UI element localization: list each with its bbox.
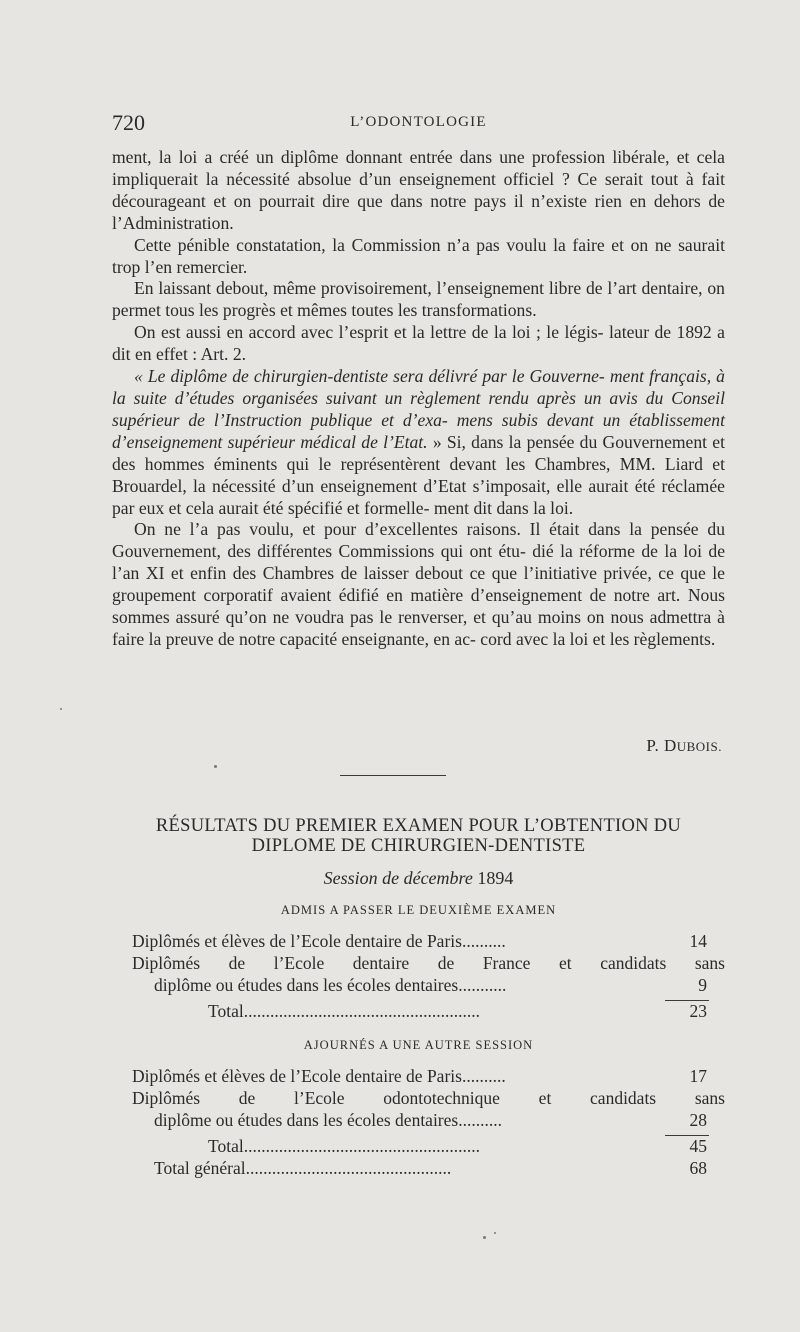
results-title-line-1: RÉSULTATS DU PREMIER EXAMEN POUR L’OBTENTION DU — [155, 816, 682, 836]
text-line: de l’art dentaire, on permet tous les progrès et mêmes toutes les — [112, 278, 725, 321]
text-line: » Si, dans la pensée du Gouvernement et des hommes — [112, 431, 725, 474]
running-title: L’ODONTOLOGIE — [350, 114, 487, 130]
text-line: ment dit dans la loi. — [433, 497, 574, 518]
text-line: lateur de 1892 a dit en effet : Art. 2. — [112, 322, 725, 365]
row-value: 68 — [689, 1158, 707, 1178]
paragraph-6 — [112, 519, 725, 650]
text-line: éminents qui le représentèrent devant les Chambres, MM. Liard et — [213, 453, 725, 474]
total-row — [112, 1135, 725, 1157]
table-row — [112, 930, 725, 952]
session-label: Session de décembre — [323, 868, 473, 888]
row-value: 9 — [698, 975, 707, 995]
text-line: ment français, à la suite d’études organisées suivant un règlement rendu — [112, 366, 725, 408]
adjourned-heading: AJOURNÉS A UNE AUTRE SESSION — [303, 1038, 534, 1052]
paragraph-2 — [112, 235, 725, 279]
text-line: En laissant debout, même provisoirement, l’enseignement libre — [134, 278, 582, 299]
author-signature — [646, 736, 722, 756]
text-line: mens subis devant un établissement d’enseignement supérieur médical — [112, 409, 725, 452]
table-row — [112, 974, 725, 996]
text-line: On est aussi en accord avec l’esprit et la lettre de la loi ; le légis- — [134, 322, 604, 343]
row-value: 14 — [689, 931, 707, 951]
paper-speck — [483, 1236, 486, 1239]
session-line — [112, 868, 725, 889]
paper-speck — [60, 708, 62, 710]
text-line: Cette pénible constatation, la Commission n’a pas voulu la faire et — [134, 234, 624, 255]
text-line: Brouardel, la nécessité d’un enseignement d’Etat s’imposait, elle — [112, 475, 583, 496]
text-line: transformations. — [421, 300, 537, 321]
text-line: aurait été réclamée par eux et cela aurait été spécifié et formelle- — [112, 475, 725, 518]
article-body — [112, 147, 725, 651]
text-line: dié la réforme de la loi de l’an XI et enfin des Chambres de laisser — [112, 541, 725, 584]
row-value: 45 — [689, 1136, 707, 1156]
paragraph-3 — [112, 278, 725, 322]
text-line: après un avis du Conseil supérieur de l’Instruction publique et d’exa- — [112, 387, 725, 430]
row-value: 17 — [689, 1066, 707, 1086]
row-label: Diplômés et élèves de l’Ecole dentaire de Paris.......... — [132, 931, 506, 951]
paper-speck — [214, 765, 217, 768]
paragraph-1 — [112, 147, 725, 235]
text-line: de l’Etat. — [361, 431, 428, 452]
row-value: 23 — [689, 1001, 707, 1021]
signature-surname: UBOIS. — [676, 739, 722, 754]
signature-initial: P. D — [646, 736, 677, 755]
grand-total-row — [112, 1157, 725, 1179]
row-label: Diplômés de l’Ecole dentaire de France et candidats sans — [132, 953, 725, 973]
row-label: Total...................................................... — [208, 1136, 480, 1156]
text-line: assuré qu’on ne voudra pas le renverser, et qu’au moins on nous — [175, 607, 644, 628]
text-line: « Le diplôme de chirurgien-dentiste sera délivré par le Gouverne- — [134, 366, 605, 387]
text-line: on ne saurait trop l’en remercier. — [112, 234, 725, 277]
text-line: officiel ? Ce serait tout à fait décourageant et on pourrait dire que — [112, 168, 725, 211]
text-line: admettra à faire la preuve de notre capacité enseignante, en ac- — [112, 607, 725, 649]
results-title-line-2: DIPLOME DE CHIRURGIEN-DENTISTE — [251, 836, 586, 856]
row-label: diplôme ou études dans les écoles dentaires........... — [154, 975, 507, 995]
row-label: Total général............................................... — [154, 1158, 452, 1178]
page-header — [112, 110, 725, 140]
section-divider — [340, 775, 446, 776]
total-row — [112, 1000, 725, 1022]
row-label: diplôme ou études dans les écoles dentaires.......... — [154, 1110, 502, 1130]
table-row — [112, 1065, 725, 1087]
text-line: On ne l’a pas voulu, et pour d’excellentes raisons. Il était dans la — [134, 519, 642, 540]
paper-speck — [494, 1232, 496, 1234]
table-row — [112, 1087, 725, 1109]
text-line: pensée du Gouvernement, des différentes Commissions qui ont étu- — [112, 519, 725, 562]
text-line: cord avec la loi et les règlements. — [480, 628, 716, 649]
table-row — [112, 952, 725, 974]
paragraph-5-quote — [112, 366, 725, 519]
row-label: Total...................................................... — [208, 1001, 480, 1021]
text-line: ment, la loi a créé un diplôme donnant entrée dans une profession — [112, 147, 606, 167]
row-value: 28 — [689, 1110, 707, 1130]
text-line: dans notre pays il n’existe rien en dehors de l’Administration. — [112, 190, 725, 233]
table-row — [112, 1109, 725, 1131]
exam-results-section — [112, 816, 725, 1179]
admitted-table — [112, 930, 725, 1022]
adjourned-table — [112, 1065, 725, 1179]
page-number: 720 — [112, 110, 145, 135]
text-line: libérale, et cela impliquerait la nécessité absolue d’un enseignement — [112, 147, 725, 189]
admitted-heading: ADMIS A PASSER LE DEUXIÈME EXAMEN — [280, 903, 557, 917]
text-line: avaient édifié en matière d’enseignement de notre art. Nous sommes — [112, 585, 725, 628]
paragraph-4 — [112, 322, 725, 366]
row-label: Diplômés de l’Ecole odontotechnique et candidats sans — [132, 1088, 725, 1108]
session-year: 1894 — [477, 868, 514, 888]
text-line: debout ce que l’initiative privée, ce que le groupement corporatif — [112, 563, 725, 606]
row-label: Diplômés et élèves de l’Ecole dentaire de Paris.......... — [132, 1066, 506, 1086]
